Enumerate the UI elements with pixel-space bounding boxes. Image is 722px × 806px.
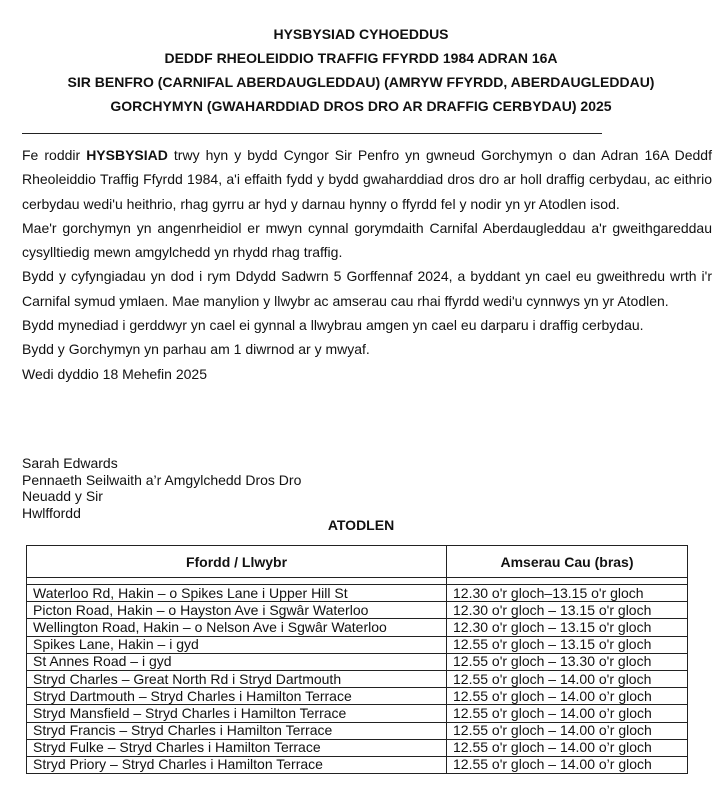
closure-time-cell: 12.55 o'r gloch – 14.00 o'r gloch (447, 670, 688, 687)
notice-headings (0, 22, 722, 118)
table-row (27, 756, 688, 773)
dated-paragraph: Wedi dyddio 18 Mehefin 2025 (22, 365, 207, 382)
road-cell: Wellington Road, Hakin – o Nelson Ave i Sgwâr Waterloo (27, 619, 447, 636)
intro-lead: Fe roddir (22, 147, 87, 163)
signature-block (22, 455, 301, 521)
table-row (27, 619, 688, 636)
table-row (27, 688, 688, 705)
road-cell: Stryd Dartmouth – Stryd Charles i Hamilton Terrace (27, 688, 447, 705)
access-paragraph: Bydd mynediad i gerddwyr yn cael ei gynnal a llwybrau amgen yn cael eu darparu i draffig cerbydau. (22, 317, 644, 334)
schedule-title: ATODLEN (327, 517, 395, 533)
closure-time-cell: 12.30 o'r gloch–13.15 o'r gloch (447, 585, 688, 602)
schedule-header-row (27, 546, 688, 578)
schedule-table (26, 545, 688, 774)
road-cell: Spikes Lane, Hakin – i gyd (27, 636, 447, 653)
road-cell: Stryd Priory – Stryd Charles i Hamilton Terrace (27, 756, 447, 773)
closure-time-cell: 12.30 o'r gloch – 13.15 o'r gloch (447, 619, 688, 636)
address-line-1: Neuadd y Sir (22, 488, 103, 504)
closure-time-cell: 12.30 o'r gloch – 13.15 o'r gloch (447, 602, 688, 619)
schedule-body (27, 578, 688, 774)
table-row (27, 653, 688, 670)
duration-paragraph: Bydd y Gorchymyn yn parhau am 1 diwrnod ar y mwyaf. (22, 341, 370, 358)
heading-order: GORCHYMYN (GWAHARDDIAD DROS DRO AR DRAFFIG CERBYDAU) 2025 (110, 98, 612, 114)
signatory-name: Sarah Edwards (22, 455, 118, 471)
heading-act: DEDDF RHEOLEIDDIO TRAFFIG FFYRDD 1984 ADRAN 16A (164, 50, 558, 66)
closure-time-cell: 12.55 o'r gloch – 14.00 o’r gloch (447, 756, 688, 773)
table-row (27, 705, 688, 722)
schedule-spacer-row (27, 578, 688, 585)
table-row (27, 602, 688, 619)
closure-time-cell: 12.55 o'r gloch – 13.15 o'r gloch (447, 636, 688, 653)
notice-body (22, 143, 712, 386)
column-header-closure-times: Amserau Cau (bras) (447, 546, 688, 578)
closure-time-cell: 12.55 o'r gloch – 14.00 o’r gloch (447, 688, 688, 705)
table-row (27, 585, 688, 602)
table-row (27, 670, 688, 687)
road-cell: St Annes Road – i gyd (27, 653, 447, 670)
purpose-paragraph: Mae'r gorchymyn yn angenrheidiol er mwyn cynnal gorymdaith Carnifal Aberdaugleddau a'r gweithgareddau cysylltiedig mewn amgylchedd yn rhydd rhag traffig. (22, 219, 712, 261)
address-line-2: Hwlffordd (22, 504, 81, 521)
effective-date-paragraph: Bydd y cyfyngiadau yn dod i rym Ddydd Sadwrn 5 Gorffennaf 2024, a byddant yn cael eu gweithredu wrth i'r Carnifal symud ymlaen. Mae manylion y llwybr ac amserau cau rhai ffyrdd wedi'u cynnwys yn yr Atodlen. (22, 268, 712, 309)
table-row (27, 636, 688, 653)
closure-time-cell: 12.55 o'r gloch – 13.30 o'r gloch (447, 653, 688, 670)
road-cell: Waterloo Rd, Hakin – o Spikes Lane i Upper Hill St (27, 585, 447, 602)
road-cell: Picton Road, Hakin – o Hayston Ave i Sgwâr Waterloo (27, 602, 447, 619)
intro-bold: HYSBYSIAD (86, 147, 168, 163)
divider-line (22, 133, 602, 134)
table-row (27, 722, 688, 739)
table-row (27, 739, 688, 756)
road-cell: Stryd Francis – Stryd Charles i Hamilton Terrace (27, 722, 447, 739)
closure-time-cell: 12.55 o'r gloch – 14.00 o’r gloch (447, 705, 688, 722)
signatory-role: Pennaeth Seilwaith a’r Amgylchedd Dros Dro (22, 471, 302, 488)
road-cell: Stryd Charles – Great North Rd i Stryd Dartmouth (27, 670, 447, 687)
intro-paragraph (22, 143, 712, 216)
closure-time-cell: 12.55 o'r gloch – 14.00 o’r gloch (447, 739, 688, 756)
heading-county: SIR BENFRO (CARNIFAL ABERDAUGLEDDAU) (AMRYW FFYRDD, ABERDAUGLEDDAU) (67, 74, 655, 90)
heading-public-notice: HYSBYSIAD CYHOEDDUS (273, 26, 449, 42)
road-cell: Stryd Mansfield – Stryd Charles i Hamilton Terrace (27, 705, 447, 722)
road-cell: Stryd Fulke – Stryd Charles i Hamilton Terrace (27, 739, 447, 756)
intro-rest: trwy hyn y bydd Cyngor Sir Penfro yn gwneud Gorchymyn o dan Adran 16A Deddf Rheoleiddio Traffig Ffyrdd 1984, a'i effaith fydd y bydd gwaharddiad dros dro ar holl draffig cerbydau, ac eithrio cerbydau wedi'u heithrio, rhag gyrru ar hyd y darnau hynny o ffyrdd fel y nodir yn yr Atodlen isod. (22, 147, 712, 212)
column-header-road: Ffordd / Llwybr (27, 546, 447, 578)
closure-time-cell: 12.55 o'r gloch – 14.00 o’r gloch (447, 722, 688, 739)
